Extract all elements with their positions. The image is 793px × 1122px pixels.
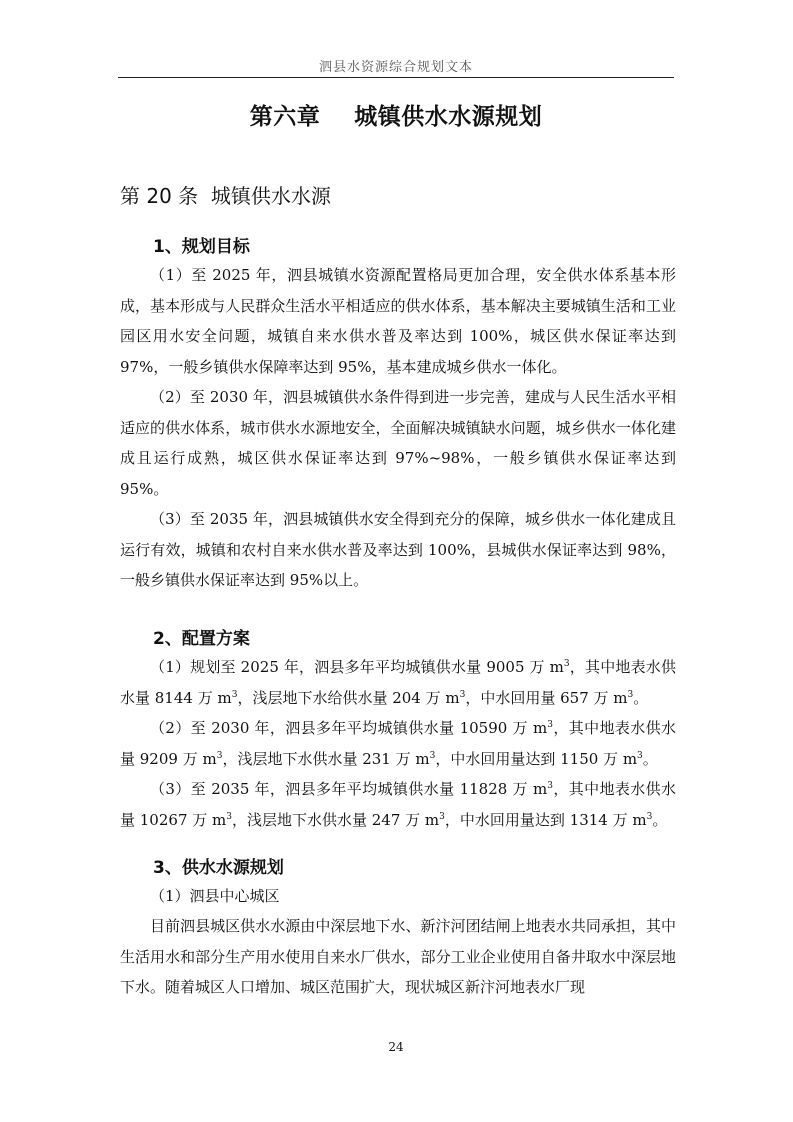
superscript: 3 — [231, 689, 238, 700]
section-heading-3: 3、供水水源规划 — [153, 858, 284, 878]
superscript: 3 — [547, 781, 553, 791]
superscript: 3 — [216, 750, 223, 761]
paragraph-1-3: （3）至 2035 年，泗县城镇供水安全得到充分的保障，城乡供水一体化建成且运行有效，城镇和农村自来水供水普及率达到 100%，县城供水保证率达到 98%，一般乡镇供水保证率达到 95%以上。 — [120, 510, 676, 589]
superscript: 3 — [439, 811, 445, 822]
page-number: 24 — [388, 1040, 404, 1054]
superscript: 3 — [459, 689, 466, 700]
paragraph-3-1: （1）泗县中心城区 — [150, 887, 280, 905]
section-heading-1: 1、规划目标 — [153, 237, 250, 257]
article-title: 第 20 条 城镇供水水源 — [120, 184, 331, 208]
paragraph-2-2: （2）至 2030 年，泗县多年平均城镇供水量 10590 万 $m^3$，其中地表水供水量 9209 万 $m^3$，浅层地下水供水量 231 万 $m^3$，中水回用量达到 1150 万 $m^3$。 — [120, 719, 676, 768]
superscript: 3 — [637, 750, 643, 761]
chapter-title: 第六章 城镇供水水源规划 — [249, 103, 543, 130]
paragraph-3-2: 目前泗县城区供水水源由中深层地下水、新汴河团结闸上地表水共同承担，其中生活用水和部分生产用水使用自来水厂供水，部分工业企业使用自备井取水中深层地下水。随着城区人口增加、城区范围扩大，现状城区新汴河地表水厂现 — [120, 917, 676, 996]
superscript: 3 — [563, 659, 570, 669]
section-heading-2: 2、配置方案 — [153, 629, 250, 649]
paragraph-2-1: （1）规划至 2025 年，泗县多年平均城镇供水量 9005 万 $m^3$，其中地表水供水量 8144 万 $m^3$，浅层地下水给供水量 204 万 $m^3$，中水回用量 657 万 $m^3$。 — [120, 658, 676, 707]
superscript: 3 — [226, 811, 232, 822]
paragraph-1-1: （1）至 2025 年，泗县城镇水资源配置格局更加合理，安全供水体系基本形成，基本形成与人民群众生活水平相适应的供水体系，基本解决主要城镇生活和工业园区用水安全问题，城镇自来水供水普及率达到 100%，城区供水保证率达到 97%，一般乡镇供水保障率达到 95%，基本建成城乡供水一体化。 — [120, 266, 676, 376]
paragraph-2-3: （3）至 2035 年，泗县多年平均城镇供水量 11828 万 $m^3$，其中地表水供水量 10267 万 $m^3$，浅层地下水供水量 247 万 $m^3$，中水回用量达到 1314 万 $m^3$。 — [120, 780, 676, 829]
superscript: 3 — [429, 750, 436, 761]
paragraph-1-2: （2）至 2030 年，泗县城镇供水条件得到进一步完善，建成与人民生活水平相适应的供水体系，城市供水水源地安全，全面解决城镇缺水问题，城乡供水一体化建成且运行成熟，城区供水保证率达到 97%~98%，一般乡镇供水保证率达到 95%。 — [120, 388, 676, 498]
superscript: 3 — [627, 689, 634, 700]
superscript: 3 — [547, 720, 553, 730]
header-rule — [118, 77, 674, 78]
running-header: 泗县水资源综合规划文本 — [318, 60, 473, 75]
superscript: 3 — [646, 811, 653, 822]
